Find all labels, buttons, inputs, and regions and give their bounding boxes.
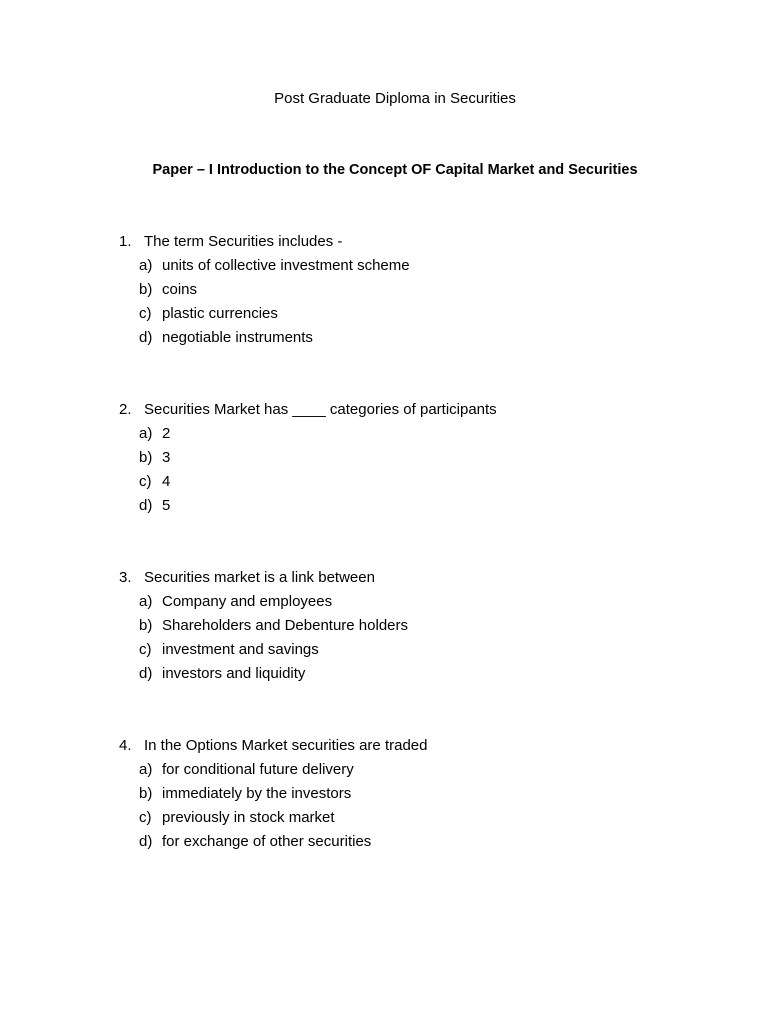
option-text: for conditional future delivery (162, 761, 354, 778)
option-text: 2 (162, 425, 171, 442)
answer-option (119, 616, 719, 640)
answer-option (119, 472, 719, 496)
question-3 (119, 568, 719, 688)
answer-option (119, 832, 719, 856)
question-text: Securities Market has ____ categories of participants (144, 401, 497, 418)
option-text: negotiable instruments (162, 329, 313, 346)
option-letter: c) (139, 473, 152, 490)
question-2 (119, 400, 719, 520)
question-text: Securities market is a link between (144, 569, 375, 586)
question-stem (119, 232, 719, 256)
option-letter: c) (139, 809, 152, 826)
answer-option (119, 760, 719, 784)
question-number: 2. (119, 401, 132, 418)
option-text: investment and savings (162, 641, 319, 658)
option-letter: b) (139, 281, 153, 298)
question-stem (119, 568, 719, 592)
option-letter: a) (139, 593, 153, 610)
answer-option (119, 328, 719, 352)
option-letter: a) (139, 425, 153, 442)
answer-option (119, 592, 719, 616)
answer-option (119, 304, 719, 328)
option-letter: b) (139, 785, 153, 802)
option-letter: c) (139, 305, 152, 322)
answer-option (119, 448, 719, 472)
option-letter: b) (139, 617, 153, 634)
option-text: previously in stock market (162, 809, 335, 826)
document-subtitle: Paper – I Introduction to the Concept OF Capital Market and Securities (152, 162, 638, 178)
document-title: Post Graduate Diploma in Securities (274, 90, 516, 107)
option-letter: c) (139, 641, 152, 658)
option-text: coins (162, 281, 198, 298)
answer-option (119, 664, 719, 688)
question-1 (119, 232, 719, 352)
question-text: The term Securities includes - (144, 233, 343, 250)
answer-option (119, 640, 719, 664)
option-text: for exchange of other securities (162, 833, 372, 850)
question-4 (119, 736, 719, 856)
answer-option (119, 280, 719, 304)
option-text: Shareholders and Debenture holders (162, 617, 408, 634)
option-letter: d) (139, 833, 153, 850)
question-stem (119, 736, 719, 760)
option-letter: b) (139, 449, 153, 466)
option-text: units of collective investment scheme (162, 257, 410, 274)
option-letter: d) (139, 329, 153, 346)
option-text: immediately by the investors (162, 785, 352, 802)
option-letter: d) (139, 665, 153, 682)
option-text: plastic currencies (162, 305, 278, 322)
question-number: 3. (119, 569, 132, 586)
option-letter: d) (139, 497, 153, 514)
option-text: 4 (162, 473, 171, 490)
answer-option (119, 496, 719, 520)
option-text: 5 (162, 497, 171, 514)
answer-option (119, 784, 719, 808)
option-text: Company and employees (162, 593, 333, 610)
question-stem (119, 400, 719, 424)
answer-option (119, 256, 719, 280)
question-number: 4. (119, 737, 132, 754)
answer-option (119, 808, 719, 832)
option-letter: a) (139, 761, 153, 778)
answer-option (119, 424, 719, 448)
question-number: 1. (119, 233, 132, 250)
option-text: 3 (162, 449, 171, 466)
option-text: investors and liquidity (162, 665, 306, 682)
question-text: In the Options Market securities are traded (144, 737, 428, 754)
option-letter: a) (139, 257, 153, 274)
